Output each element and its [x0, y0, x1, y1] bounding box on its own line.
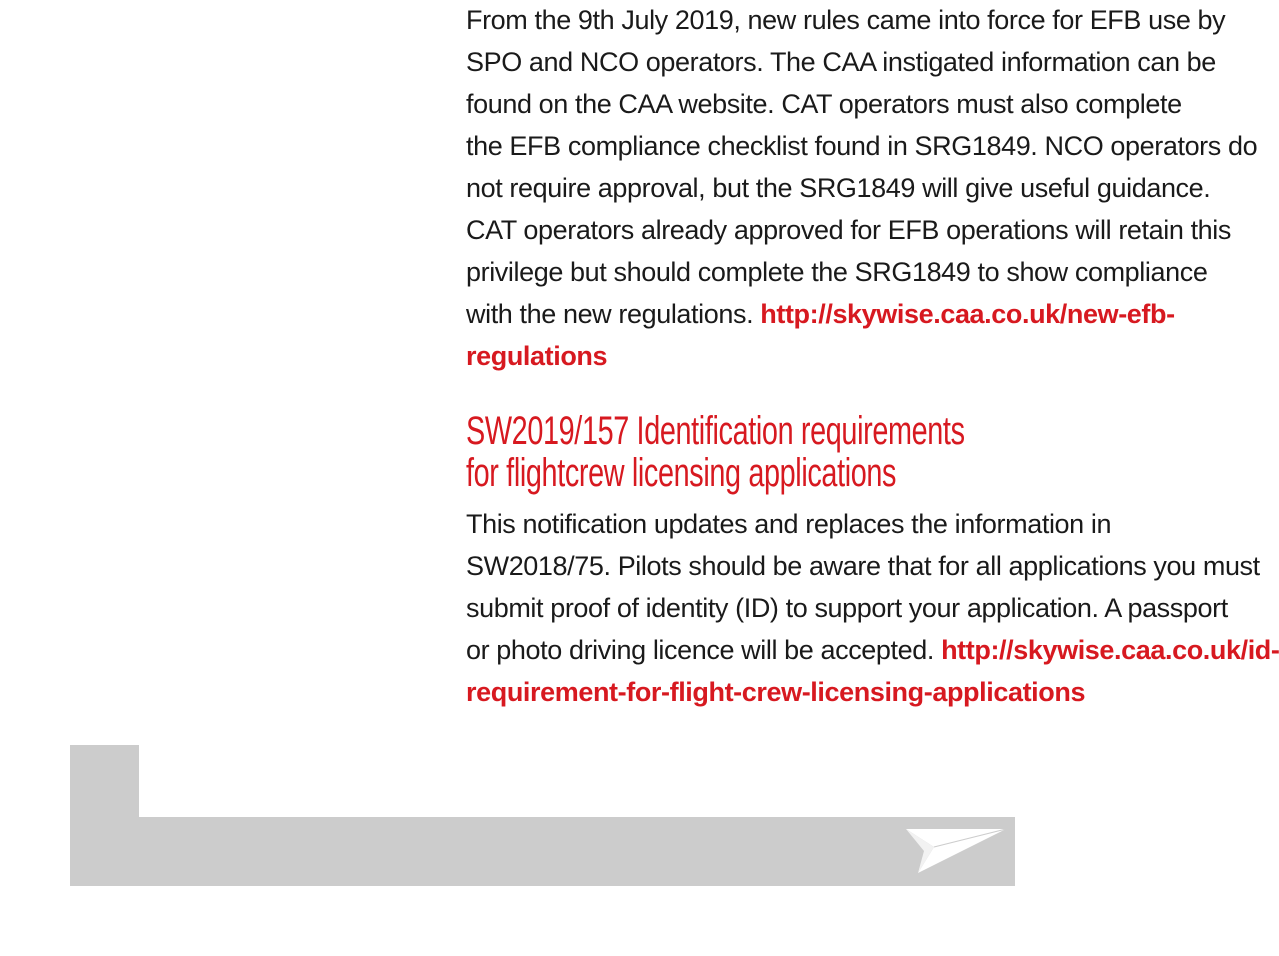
heading-line: for flightcrew licensing applications	[466, 451, 897, 495]
paper-plane-icon	[906, 827, 1006, 875]
paragraph-line: This notification updates and replaces the information in	[466, 509, 1112, 539]
paragraph-line: the EFB compliance checklist found in SRG1849. NCO operators do	[466, 131, 1258, 161]
footer-band	[70, 745, 1015, 886]
paragraph-line-with-link	[466, 629, 1279, 671]
id-requirement-link[interactable]: http://skywise.caa.co.uk/id-	[941, 635, 1279, 665]
paragraph-line: SW2018/75. Pilots should be aware that for all applications you must	[466, 551, 1260, 581]
heading-line: SW2019/157 Identification requirements	[466, 409, 965, 453]
paragraph-line: found on the CAA website. CAT operators must also complete	[466, 89, 1182, 119]
paragraph-line-link-continued	[466, 671, 1279, 713]
identification-paragraph	[466, 503, 1279, 713]
paragraph-line: not require approval, but the SRG1849 will give useful guidance.	[466, 173, 1211, 203]
paragraph-line: CAT operators already approved for EFB operations will retain this	[466, 215, 1231, 245]
efb-regulations-link-continued[interactable]: regulations	[466, 341, 608, 371]
paragraph-line: submit proof of identity (ID) to support your application. A passport	[466, 593, 1228, 623]
efb-rules-paragraph	[466, 0, 1257, 377]
paragraph-line-with-link	[466, 293, 1257, 335]
id-requirement-link-continued[interactable]: requirement-for-flight-crew-licensing-applications	[466, 677, 1086, 707]
paragraph-line-link-continued	[466, 335, 1257, 377]
paragraph-text: with the new regulations.	[466, 299, 761, 329]
paragraph-text: or photo driving licence will be accepted.	[466, 635, 942, 665]
efb-regulations-link[interactable]: http://skywise.caa.co.uk/new-efb-	[760, 299, 1175, 329]
paragraph-line: SPO and NCO operators. The CAA instigated information can be	[466, 47, 1216, 77]
paragraph-line: From the 9th July 2019, new rules came into force for EFB use by	[466, 5, 1226, 35]
paragraph-line: privilege but should complete the SRG1849 to show compliance	[466, 257, 1208, 287]
footer-band-bar	[70, 817, 1015, 886]
section-heading-identification	[466, 410, 965, 494]
